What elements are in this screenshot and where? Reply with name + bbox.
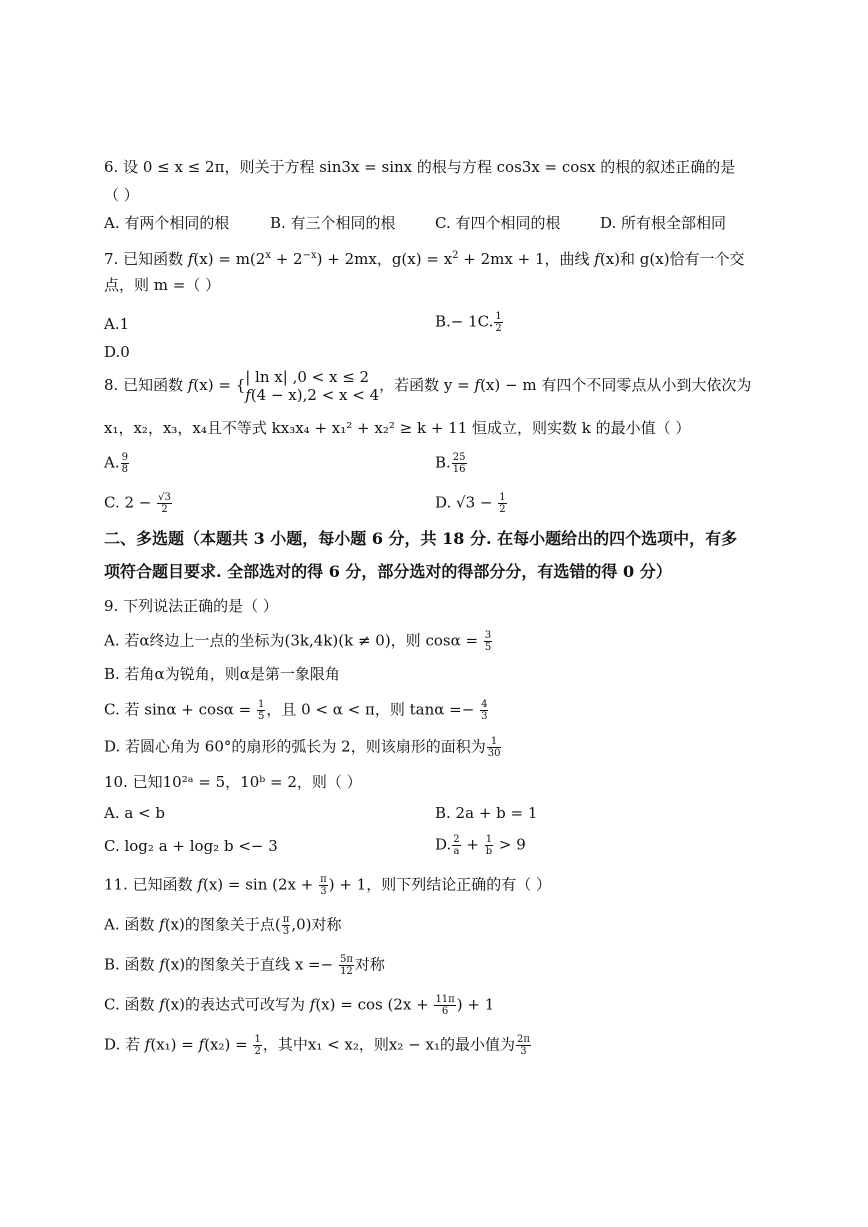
q7-option-a: A.1 <box>104 315 130 333</box>
q8-piecewise: | ln x| ,0 < x ≤ 2 f(4 − x),2 < x < 4 <box>245 368 380 404</box>
q7-option-b: B.− 1C. $\frac{1}{2}$ <box>435 311 502 334</box>
q9-option-c: C. 若 sinα + cosα = $\frac{1}{5}$ ，且 0 < α < π，则 tanα =− $\frac{4}{3}$ <box>104 699 488 722</box>
q10-option-b: B. 2a + b = 1 <box>435 804 538 822</box>
q7-stem: 7. 已知函数 $f(x) = m(2^x + 2^{-x}) + 2mx$，$g(x) = x^2 + 2mx + 1$，曲线 f(x)和 g(x)恰有一个交 <box>104 250 745 268</box>
q11-option-a: A. 函数 f(x)的图象关于点( $\frac{\pi}{3}$ ,0)对称 <box>104 914 342 937</box>
q10-option-d: D. $\frac{2}{a}$ + $\frac{1}{b}$ > 9 <box>435 834 526 857</box>
q7-stem-line2: 点，则 m =（ ） <box>104 276 221 294</box>
q6-option-d: D. 所有根全部相同 <box>600 214 727 232</box>
q9-option-d: D. 若圆心角为 60°的扇形的弧长为 2，则该扇形的面积为 $\frac{1}{30}$ <box>104 736 501 759</box>
q8-option-c: C. 2 − $\frac{√3}{2}$ <box>104 492 171 515</box>
q11-option-c: C. 函数 f(x)的表达式可改写为 f(x) = cos (2x + $\frac{11\pi}{6}$ ) + 1 <box>104 994 495 1017</box>
q6-option-c: C. 有四个相同的根 <box>435 214 561 232</box>
q11-stem: 11. 已知函数 f(x) = sin (2x + $\frac{\pi}{3}$ ) + 1，则下列结论正确的有（ ） <box>104 874 551 897</box>
q9-option-a: A. 若α终边上一点的坐标为(3k,4k)(k ≠ 0)，则 cosα = $\frac{3}{5}$ <box>104 630 492 653</box>
q6-option-a: A. 有两个相同的根 <box>104 214 230 232</box>
section-heading-line1: 二、多选题（本题共 3 小题，每小题 6 分，共 18 分. 在每小题给出的四个选项中，有多 <box>104 529 738 548</box>
q10-stem: 10. 已知10²ᵃ = 5，10ᵇ = 2，则（ ） <box>104 773 362 791</box>
q8-option-b: B. $\frac{25}{16}$ <box>435 452 466 475</box>
q10-option-c: C. log₂ a + log₂ b <− 3 <box>104 837 278 855</box>
q11-option-b: B. 函数 f(x)的图象关于直线 x =− $\frac{5\pi}{12}$ 对称 <box>104 954 385 977</box>
q8-option-a: A. $\frac{9}{8}$ <box>104 452 128 475</box>
q6-option-b: B. 有三个相同的根 <box>270 214 396 232</box>
q10-option-a: A. a < b <box>104 804 166 822</box>
q9-stem: 9. 下列说法正确的是（ ） <box>104 597 278 615</box>
q9-option-b: B. 若角α为锐角，则α是第一象限角 <box>104 665 340 683</box>
q8-option-d: D. √3 − $\frac{1}{2}$ <box>435 492 506 515</box>
q6-stem: 6. 设 0 ≤ x ≤ 2π，则关于方程 sin3x = sinx 的根与方程 cos3x = cosx 的根的叙述正确的是 <box>104 158 736 176</box>
section-heading-line2: 项符合题目要求. 全部选对的得 6 分，部分选对的得部分分，有选错的得 0 分） <box>104 562 672 581</box>
q8-stem: 8. 已知函数 f(x) = { | ln x| ,0 < x ≤ 2 f(4 − x),2 < x < 4 ，若函数 y = f(x) − m 有四个不同零点从小到大依次为 <box>104 368 752 404</box>
q6-paren: （ ） <box>104 186 139 204</box>
q11-option-d: D. 若 f(x₁) = f(x₂) = $\frac{1}{2}$ ，其中x₁ < x₂，则x₂ − x₁的最小值为 $\frac{2\pi}{3}$ <box>104 1034 530 1057</box>
q7-option-d: D.0 <box>104 343 130 361</box>
q8-stem-line2: x₁，x₂，x₃，x₄且不等式 kx₃x₄ + x₁² + x₂² ≥ k + 11 恒成立，则实数 k 的最小值（ ） <box>104 419 691 437</box>
